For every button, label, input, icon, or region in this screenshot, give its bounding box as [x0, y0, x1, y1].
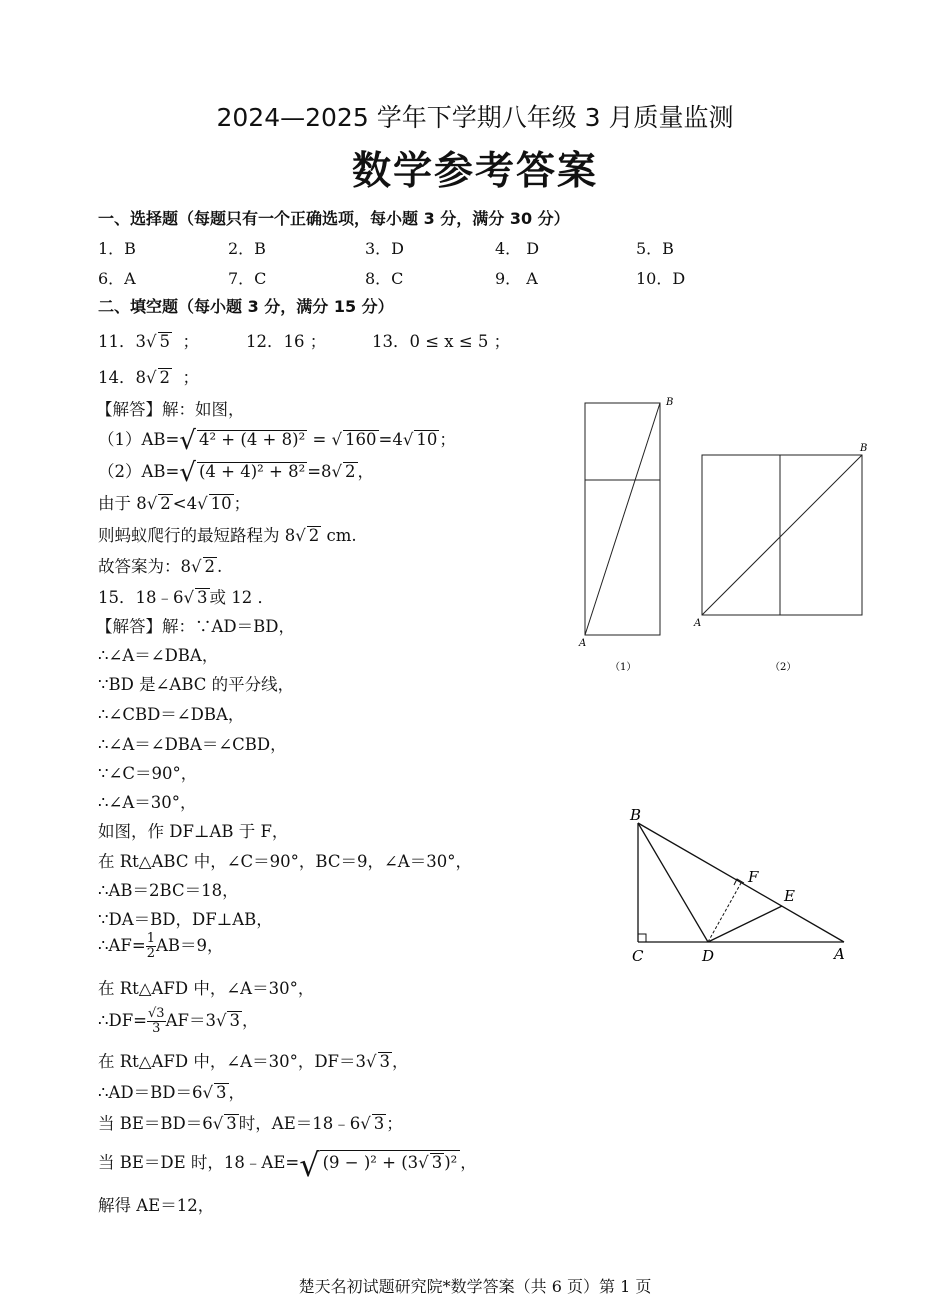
- answer-13: 13．0 ≤ x ≤ 5 ；: [372, 332, 511, 351]
- section2-title: 二、填空题（每小题 3 分，满分 15 分）: [98, 297, 394, 316]
- figure3-label-d: D: [702, 947, 715, 965]
- answer-11: 11．3√ 5 ；: [98, 332, 200, 351]
- answer-12: 12．16 ；: [246, 332, 327, 351]
- document-subtitle: 数学参考答案: [351, 149, 598, 194]
- solution14-line1: （1）AB=√ 4² + (4 + 8)² = √ 160 =4√ 10 ；: [98, 426, 456, 456]
- figure2-caption: （2）: [770, 662, 797, 673]
- page-footer: 楚天名初试题研究院*数学答案（共 6 页）第 1 页: [298, 1277, 652, 1296]
- answer-3: 3．D: [365, 239, 405, 258]
- figure-3: [620, 800, 860, 975]
- solution15-rt-afd: 在 Rt△AFD 中，∠A＝30°，: [98, 979, 315, 998]
- document-title: 2024—2025 学年下学期八年级 3 月质量监测: [216, 103, 734, 132]
- solution15-be1-line: 当 BE＝BD＝6√ 3 时，AE＝18﹣6√ 3 ；: [98, 1114, 403, 1133]
- solution15-line: ∵BD 是∠ABC 的平分线，: [98, 675, 295, 694]
- figure3-segment-bd: [638, 823, 708, 942]
- figure3-label-c: C: [632, 947, 644, 965]
- solution15-line: ∴∠CBD＝∠DBA，: [98, 705, 245, 724]
- answer-4: 4． D: [495, 239, 540, 258]
- figure1-path-ab: [585, 403, 660, 635]
- solution15-rt-afd2: 在 Rt△AFD 中，∠A＝30°，DF＝3√ 3 ，: [98, 1052, 409, 1071]
- solution15-line: ∴∠A＝∠DBA，: [98, 646, 219, 665]
- answer-8: 8．C: [365, 269, 404, 288]
- solution14-line4: 则蚂蚁爬行的最短路程为 8√ 2 cm.: [98, 526, 357, 545]
- solution15-line: 在 Rt△ABC 中，∠C＝90°，BC＝9，∠A＝30°，: [98, 852, 472, 871]
- solution15-df-line: ∴DF= $\frac{√3}{3}$ AF＝3√ 3 ，: [98, 1006, 259, 1036]
- solution15-line: ∴AB＝2BC＝18，: [98, 881, 239, 900]
- figure1-label-a: A: [579, 638, 587, 649]
- figure3-label-b: B: [630, 806, 642, 824]
- figure-2: [690, 438, 875, 678]
- figure-1: [570, 390, 690, 680]
- solution15-line: 【解答】解：∵AD＝BD，: [96, 617, 295, 636]
- answer-6: 6．A: [98, 269, 136, 288]
- figure1-label-b: B: [666, 397, 674, 408]
- solution15-line: ∴∠A＝∠DBA＝∠CBD，: [98, 735, 287, 754]
- solution15-af-line: ∴AF= $\frac{1}{2}$ AB＝9，: [98, 931, 224, 961]
- solution15-be2-line: 当 BE＝DE 时，18﹣AE=√ (9 − )² + (3√ 3 )² ，: [98, 1146, 477, 1184]
- answer-9: 9． A: [495, 269, 538, 288]
- solution15-line: ∵DA＝BD，DF⊥AB，: [98, 910, 273, 929]
- solution15-ad-line: ∴AD＝BD＝6√ 3 ，: [98, 1083, 246, 1102]
- figure1-caption: （1）: [610, 662, 637, 673]
- answer-7: 7．C: [228, 269, 267, 288]
- figure3-segment-de: [708, 906, 782, 942]
- figure3-right-angle-c: [638, 934, 646, 942]
- solution14-line5: 故答案为：8√ 2 .: [98, 557, 223, 576]
- figure3-label-f: F: [748, 868, 759, 886]
- section1-title: 一、选择题（每题只有一个正确选项，每小题 3 分，满分 30 分）: [98, 209, 570, 228]
- solution14-line2: （2）AB=√ (4 + 4)² + 8² =8√ 2 ，: [98, 458, 375, 488]
- figure2-path-ab: [702, 455, 862, 615]
- solution14-intro: 【解答】解：如图，: [96, 400, 245, 419]
- answer-10: 10．D: [636, 269, 686, 288]
- answer-1: 1．B: [98, 239, 136, 258]
- figure3-segment-df: [708, 883, 741, 942]
- solution15-line: 如图，作 DF⊥AB 于 F，: [98, 822, 289, 841]
- solution14-line3: 由于 8√ 2 <4√ 10 ；: [98, 494, 251, 513]
- answer-2: 2．B: [228, 239, 266, 258]
- figure3-label-a: A: [834, 945, 845, 963]
- figure3-side-ab: [638, 823, 844, 942]
- figure2-label-b: B: [860, 443, 868, 454]
- solution15-line: ∴∠A＝30°，: [98, 793, 197, 812]
- solution15-line: ∵∠C＝90°，: [98, 764, 198, 783]
- answer-15: 15．18﹣6√ 3 或 12 ．: [98, 588, 275, 607]
- answer-14: 14．8√ 2 ；: [98, 368, 200, 387]
- figure3-label-e: E: [784, 887, 795, 905]
- figure2-label-a: A: [694, 618, 702, 629]
- answer-5: 5．B: [636, 239, 674, 258]
- solution15-final: 解得 AE＝12，: [98, 1196, 215, 1215]
